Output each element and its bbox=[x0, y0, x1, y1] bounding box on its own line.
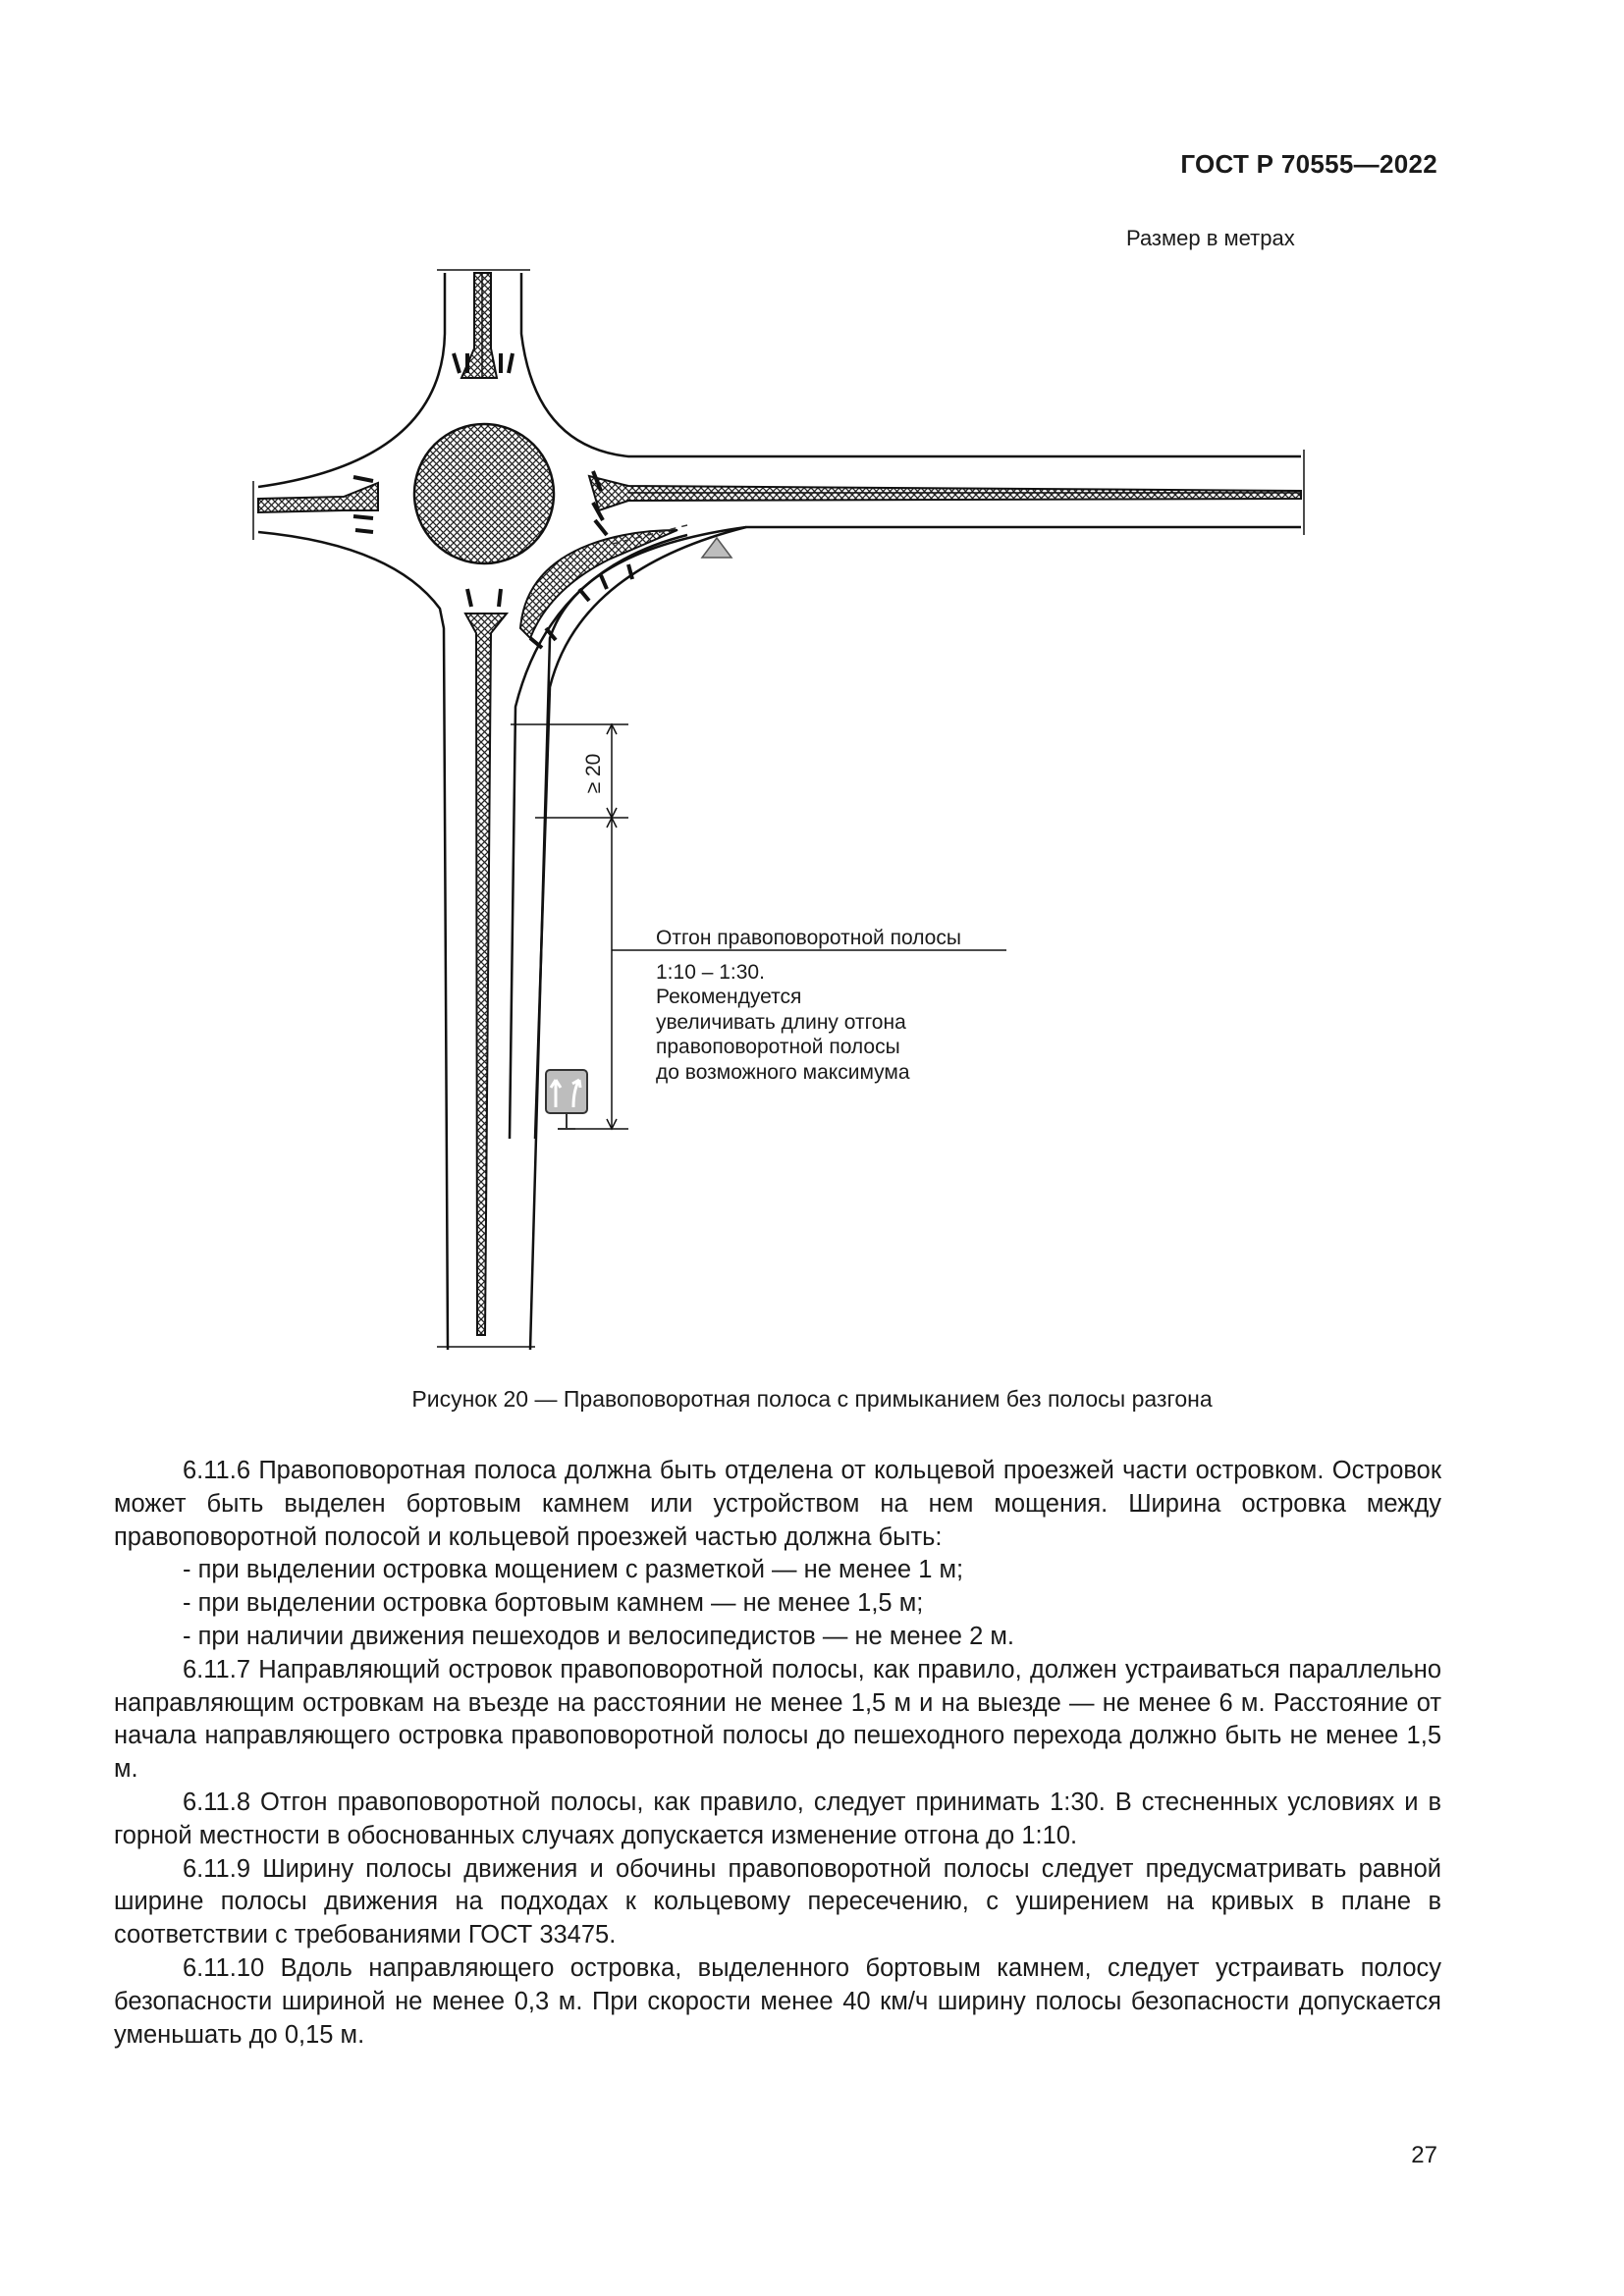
figure-caption: Рисунок 20 — Правоповоротная полоса с примыканием без полосы разгона bbox=[411, 1386, 1213, 1412]
svg-text:Рекомендуется: Рекомендуется bbox=[656, 986, 802, 1008]
body-text bbox=[114, 1455, 1441, 2052]
svg-text:правоповоротной полосы: правоповоротной полосы bbox=[656, 1036, 900, 1058]
paragraph: 6.11.8 Отгон правоповоротной полосы, как правило, следует принимать 1:30. В стесненных условиях и в горной местности в обоснованных случаях допускается изменение отгона до 1:10. bbox=[114, 1788, 1441, 1849]
document-code: ГОСТ Р 70555—2022 bbox=[1180, 149, 1437, 179]
central-island bbox=[414, 424, 554, 563]
paragraph: 6.11.7 Направляющий островок правоповоротной полосы, как правило, должен устраиваться параллельно направляющим островкам на въезде на расстоянии не менее 1,5 м и на выезде — не менее 6 м. Расстояние от начала направляющего островка правоповоротной полосы до пешеходного перехода должно быть не менее 1,5 м. bbox=[114, 1655, 1441, 1784]
east-approach bbox=[589, 471, 1301, 535]
svg-text:1:10 – 1:30.: 1:10 – 1:30. bbox=[656, 961, 765, 984]
west-approach bbox=[258, 477, 378, 532]
paragraph: 6.11.9 Ширину полосы движения и обочины правоповоротной полосы следует предусматривать равной ширине полосы движения на подходах к кольцевому пересечению, с уширением на кривых в плане в соответствии с требованиями ГОСТ 33475. bbox=[114, 1854, 1441, 1949]
list-item: - при выделении островка бортовым камнем — не менее 1,5 м; bbox=[183, 1589, 924, 1618]
south-approach bbox=[465, 589, 507, 1335]
paragraph: 6.11.10 Вдоль направляющего островка, выделенного бортовым камнем, следует устраивать полосу безопасности шириной не менее 0,3 м. При скорости менее 40 км/ч ширину полосы безопасности допускается уменьшать до 0,15 м. bbox=[114, 1953, 1441, 2049]
break-marks bbox=[253, 270, 1304, 1347]
north-approach bbox=[454, 273, 513, 378]
page-number: 27 bbox=[1411, 2142, 1437, 2168]
lane-sign-icon bbox=[546, 1070, 587, 1129]
svg-text:увеличивать длину отгона: увеличивать длину отгона bbox=[656, 1011, 906, 1034]
svg-text:до возможного максимума: до возможного максимума bbox=[656, 1061, 910, 1084]
yield-sign-icon bbox=[702, 538, 731, 558]
paragraph: 6.11.6 Правоповоротная полоса должна быть отделена от кольцевой проезжей части островком. Островок может быть выделен бортовым камнем или устройством на нем мощения. Ширина островка между правоповоротной полосой и кольцевой проезжей частью должна быть: bbox=[114, 1457, 1441, 1551]
units-label: Размер в метрах bbox=[1126, 226, 1295, 250]
svg-text:Отгон правоповоротной полосы: Отгон правоповоротной полосы bbox=[656, 927, 961, 949]
list-item: - при наличии движения пешеходов и велосипедистов — не менее 2 м. bbox=[183, 1622, 1014, 1650]
dimension-label: ≥ 20 bbox=[582, 753, 605, 794]
road-edges bbox=[258, 273, 1301, 1350]
list-item: - при выделении островка мощением с разметкой — не менее 1 м; bbox=[183, 1556, 964, 1584]
